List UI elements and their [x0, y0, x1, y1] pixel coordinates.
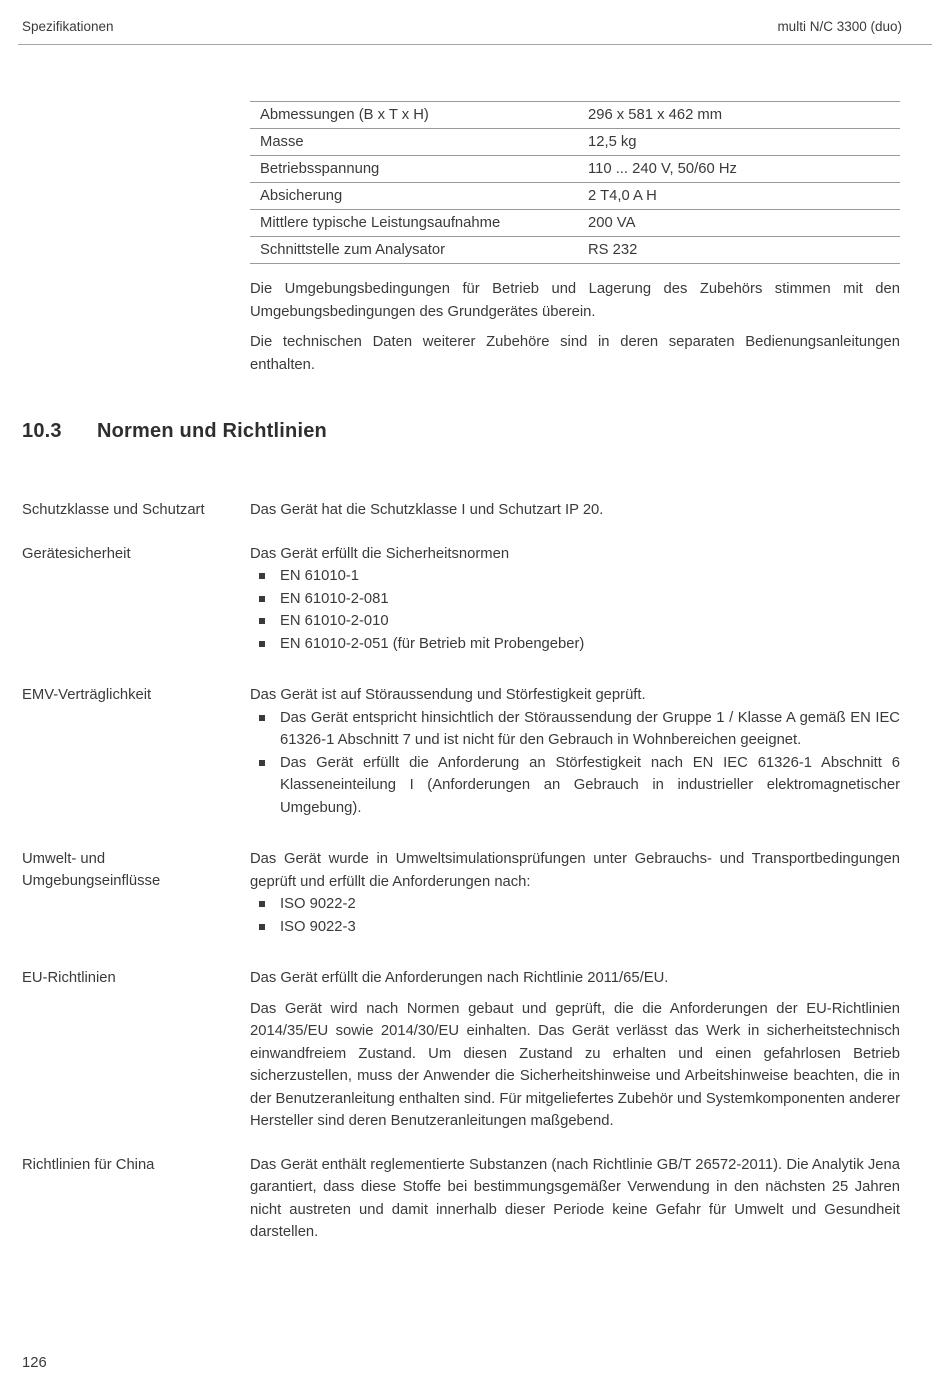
spec-row-label: Masse [260, 134, 304, 150]
bullet-text: Das Gerät erfüllt die Anforderung an Störfestigkeit nach EN IEC 61326-1 Abschnitt 6 Klasseneinteilung I (Anforderungen an Gebrauch in industrieller elektromagnetischer Umgebung). [280, 754, 900, 816]
entry-paragraph: Das Gerät wird nach Normen gebaut und geprüft, die die Anforderungen der EU-Richtlinien 2014/35/EU sowie 2014/30/EU einhalten. Das Gerät verlässt das Werk in sicherheitstechnisch einwandfreiem Zustand. Um diesen Zustand zu erhalten und einen gefahrlosen Betrieb sicherzustellen, muss der Anwender die Sicherheitshinweise und Arbeitshinweise beachten, die in der Benutzeranleitung enthalten sind. Für mitgeliefertes Zubehör und Systemkomponenten anderer Hersteller sind deren Benutzeranleitungen maßgebend. [250, 1000, 900, 1129]
bullet-item [250, 588, 900, 611]
entry-label: Schutzklasse und Schutzart [22, 502, 205, 518]
bullet-list [250, 893, 900, 938]
entry [22, 1154, 900, 1244]
spec-row-value: 296 x 581 x 462 mm [588, 107, 723, 123]
spec-row-value: 110 ... 240 V, 50/60 Hz [588, 161, 737, 177]
section-title: Normen und Richtlinien [97, 420, 327, 442]
entry [22, 684, 900, 827]
spec-row-label: Betriebsspannung [260, 161, 380, 177]
intro-paragraph: Die technischen Daten weiterer Zubehöre sind in deren separaten Bedienungsanleitungen enthalten. [250, 334, 900, 373]
entry [22, 848, 900, 946]
entry-paragraph: Das Gerät erfüllt die Anforderungen nach Richtlinie 2011/65/EU. [250, 970, 669, 986]
header-divider [18, 44, 932, 45]
section-heading [22, 420, 900, 443]
bullet-item [250, 610, 900, 633]
square-bullet-icon [259, 573, 265, 579]
square-bullet-icon [259, 596, 265, 602]
entries-container [22, 499, 900, 1244]
page-number: 126 [22, 1355, 47, 1371]
entry-label: EMV-Verträglichkeit [22, 687, 152, 703]
entry [22, 499, 900, 522]
header-section-title: Spezifikationen [22, 19, 114, 34]
entry-paragraph: Das Gerät ist auf Störaussendung und Störfestigkeit geprüft. [250, 687, 646, 703]
spec-table-row [250, 236, 900, 263]
intro-paragraph: Die Umgebungsbedingungen für Betrieb und Lagerung des Zubehörs stimmen mit den Umgebungsbedingungen des Grundgerätes überein. [250, 281, 900, 320]
entry-label: Umwelt- und Umgebungseinflüsse [22, 851, 161, 889]
entry-paragraph: Das Gerät erfüllt die Sicherheitsnormen [250, 545, 510, 562]
bullet-list [250, 707, 900, 820]
bullet-text: EN 61010-1 [280, 568, 359, 584]
bullet-item [250, 916, 900, 939]
entry-label: Gerätesicherheit [22, 545, 131, 562]
page-content [0, 101, 950, 1244]
entry-body [250, 499, 900, 522]
spec-table-row [250, 128, 900, 155]
spec-row-label: Schnittstelle zum Analysator [260, 242, 446, 258]
page-header [0, 0, 950, 34]
entry-paragraph: Das Gerät wurde in Umweltsimulationsprüfungen unter Gebrauchs- und Transportbedingungen geprüft und erfüllt die Anforderungen nach: [250, 851, 900, 890]
entry-label: EU-Richtlinien [22, 970, 116, 986]
square-bullet-icon [259, 760, 265, 766]
spec-row-value: 12,5 kg [588, 134, 637, 150]
spec-row-label: Mittlere typische Leistungsaufnahme [260, 215, 501, 231]
spec-row-label: Absicherung [260, 188, 343, 204]
spec-table [250, 101, 900, 264]
section-number: 10.3 [22, 420, 62, 442]
bullet-text: EN 61010-2-051 (für Betrieb mit Probengeber) [280, 635, 585, 652]
spec-row-value: 200 VA [588, 215, 636, 231]
entry-paragraph: Das Gerät hat die Schutzklasse I und Schutzart IP 20. [250, 502, 604, 518]
entry-body [250, 1154, 900, 1244]
entry-body [250, 848, 900, 946]
bullet-text: Das Gerät entspricht hinsichtlich der Störaussendung der Gruppe 1 / Klasse A gemäß EN IEC 61326-1 Abschnitt 7 und ist nicht für den Gebrauch in Wohnbereichen geeignet. [280, 709, 900, 748]
entry [22, 967, 900, 1133]
page-footer [22, 1355, 47, 1371]
spec-row-value: RS 232 [588, 242, 638, 258]
square-bullet-icon [259, 901, 265, 907]
square-bullet-icon [259, 618, 265, 624]
spec-table-row [250, 155, 900, 182]
entry-label: Richtlinien für China [22, 1156, 155, 1173]
bullet-item [250, 633, 900, 656]
bullet-text: ISO 9022-3 [280, 918, 356, 935]
entry [22, 543, 900, 664]
spec-row-label: Abmessungen (B x T x H) [260, 107, 429, 123]
square-bullet-icon [259, 641, 265, 647]
bullet-text: EN 61010-2-081 [280, 590, 389, 607]
bullet-item [250, 893, 900, 916]
intro-paragraphs [250, 278, 900, 376]
spec-table-row [250, 101, 900, 128]
bullet-item [250, 707, 900, 752]
spec-table-row [250, 182, 900, 209]
square-bullet-icon [259, 715, 265, 721]
entry-body [250, 684, 900, 827]
entry-body [250, 543, 900, 664]
bullet-text: EN 61010-2-010 [280, 613, 389, 629]
header-product-name: multi N/C 3300 (duo) [777, 19, 902, 34]
bullet-list [250, 565, 900, 655]
spec-table-row [250, 209, 900, 236]
bullet-text: ISO 9022-2 [280, 896, 356, 912]
square-bullet-icon [259, 924, 265, 930]
bullet-item [250, 752, 900, 820]
bullet-item [250, 565, 900, 588]
entry-body [250, 967, 900, 1133]
entry-paragraph: Das Gerät enthält reglementierte Substanzen (nach Richtlinie GB/T 26572-2011). Die Analytik Jena garantiert, dass diese Stoffe bei bestimmungsgemäßer Verwendung in den nächsten 25 Jahren nicht austreten und damit innerhalb dieser Periode keine Gefahr für Umwelt und Gesundheit darstellen. [250, 1156, 900, 1240]
spec-row-value: 2 T4,0 A H [588, 188, 657, 204]
